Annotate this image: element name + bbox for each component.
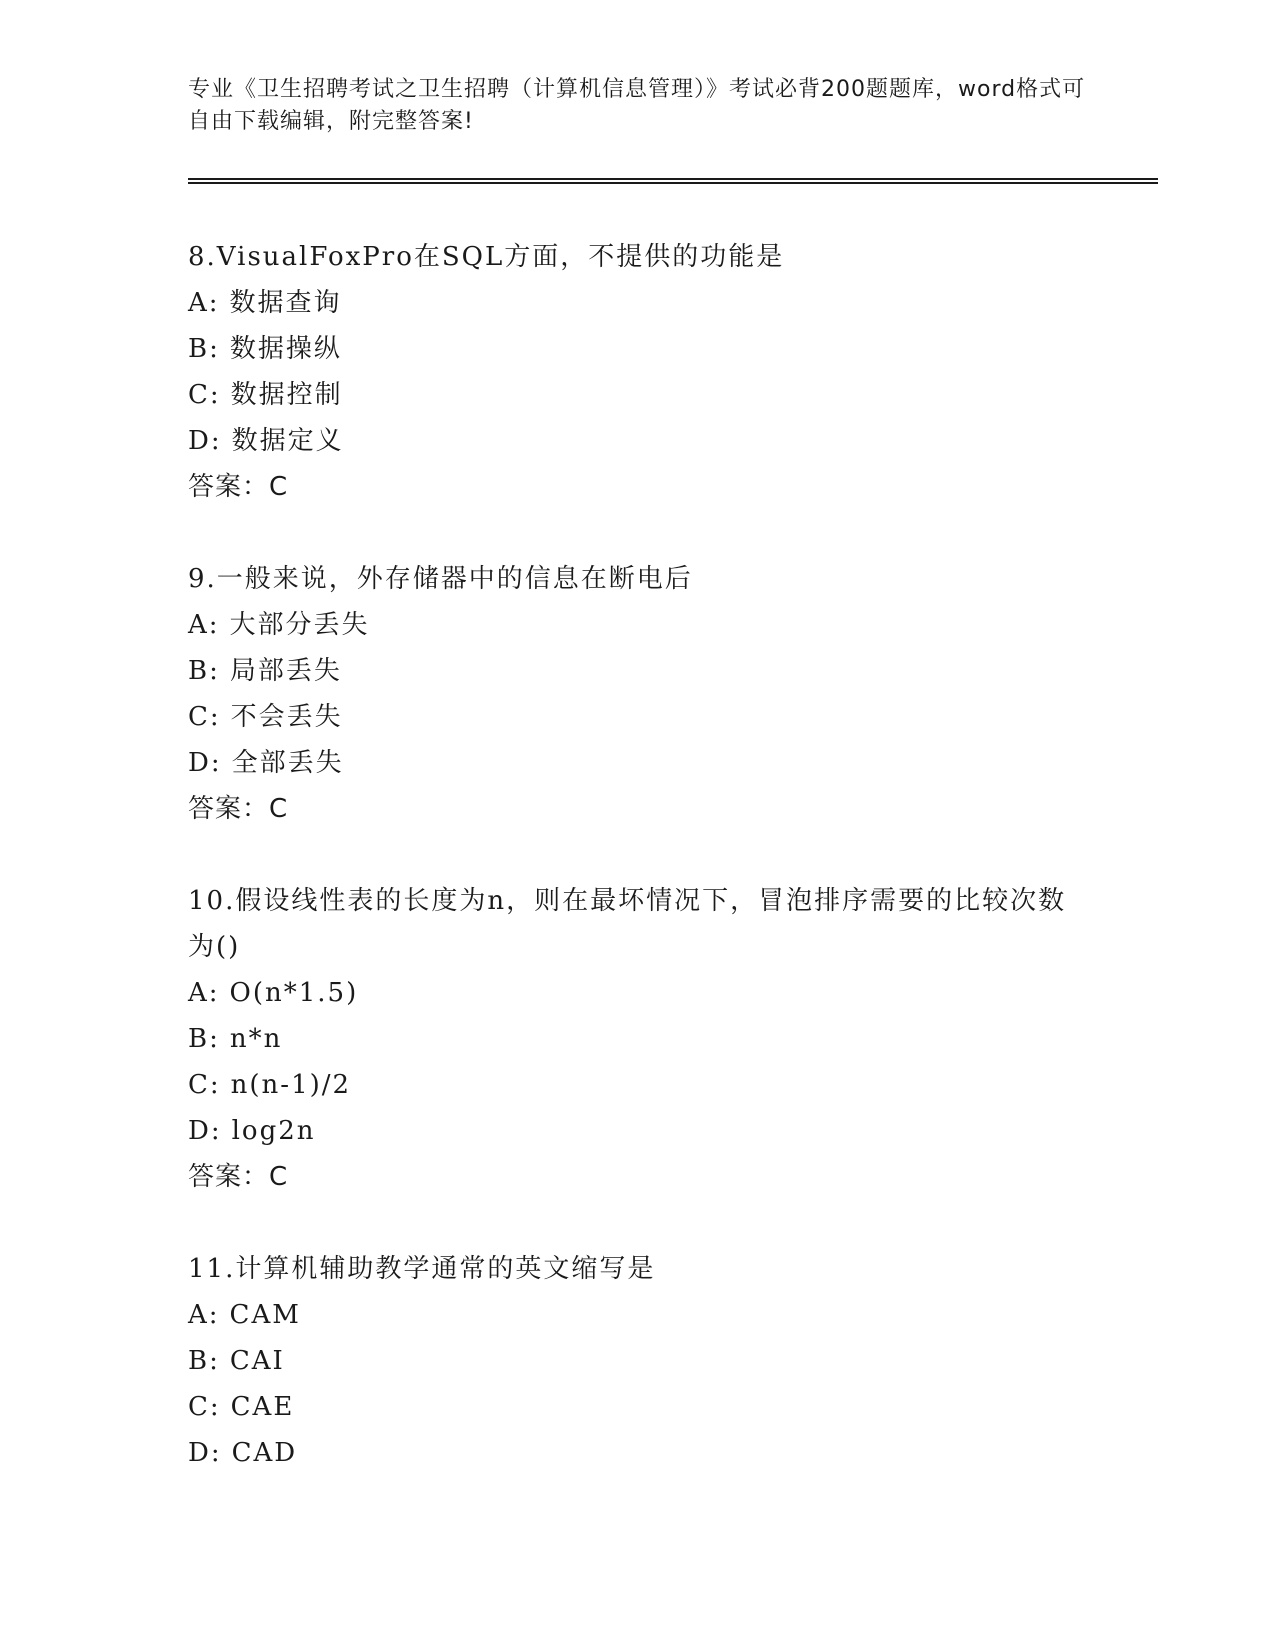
option-text: n*n (229, 1024, 283, 1054)
document-header: 专业《卫生招聘考试之卫生招聘（计算机信息管理）》考试必背200题题库，word格式可自由下载编辑，附完整答案! (188, 77, 1086, 134)
option-d (188, 740, 1158, 786)
option-label: A: (188, 288, 220, 318)
option-text: CAI (229, 1346, 285, 1376)
option-label: C: (188, 380, 221, 410)
option-text: 数据定义 (231, 426, 344, 456)
header-divider (188, 178, 1158, 184)
option-text: 数据操纵 (229, 334, 342, 364)
option-b (188, 326, 1158, 372)
option-a (188, 1292, 1158, 1338)
option-c (188, 1062, 1158, 1108)
question-11 (188, 1246, 1158, 1476)
option-label: B: (188, 1346, 220, 1376)
option-text: 全部丢失 (231, 748, 344, 778)
option-text: 局部丢失 (229, 656, 342, 686)
document-page (188, 0, 1158, 1650)
question-text: 11.计算机辅助教学通常的英文缩写是 (188, 1254, 656, 1284)
question-8 (188, 234, 1158, 510)
option-label: D: (188, 1438, 222, 1468)
question-list (188, 234, 1158, 1522)
option-text: n(n-1)/2 (230, 1070, 352, 1100)
option-label: C: (188, 1070, 221, 1100)
option-a (188, 970, 1158, 1016)
option-c (188, 694, 1158, 740)
option-text: 数据控制 (230, 380, 343, 410)
option-a (188, 602, 1158, 648)
option-label: D: (188, 1116, 222, 1146)
option-text: CAE (230, 1392, 295, 1422)
option-c (188, 1384, 1158, 1430)
option-d (188, 1108, 1158, 1154)
option-text: 大部分丢失 (229, 610, 370, 640)
option-label: A: (188, 1300, 220, 1330)
answer-text: 答案：C (188, 794, 289, 824)
option-label: B: (188, 334, 220, 364)
option-label: C: (188, 1392, 221, 1422)
option-d (188, 1430, 1158, 1476)
option-text: 数据查询 (229, 288, 342, 318)
option-label: A: (188, 610, 220, 640)
answer-text: 答案：C (188, 1162, 289, 1192)
option-label: D: (188, 426, 222, 456)
option-a (188, 280, 1158, 326)
option-text: CAD (231, 1438, 298, 1468)
question-9 (188, 556, 1158, 832)
question-text: 10.假设线性表的长度为n，则在最坏情况下，冒泡排序需要的比较次数为() (188, 886, 1067, 962)
option-b (188, 648, 1158, 694)
option-text: 不会丢失 (230, 702, 343, 732)
option-b (188, 1016, 1158, 1062)
option-d (188, 418, 1158, 464)
option-text: O(n*1.5) (229, 978, 359, 1008)
option-b (188, 1338, 1158, 1384)
option-label: A: (188, 978, 220, 1008)
question-text: 9.一般来说，外存储器中的信息在断电后 (188, 564, 693, 594)
question-text: 8.VisualFoxPro在SQL方面，不提供的功能是 (188, 242, 785, 272)
option-label: D: (188, 748, 222, 778)
question-10 (188, 878, 1158, 1200)
option-text: log2n (231, 1116, 316, 1146)
option-c (188, 372, 1158, 418)
option-text: CAM (229, 1300, 301, 1330)
option-label: C: (188, 702, 221, 732)
option-label: B: (188, 1024, 220, 1054)
option-label: B: (188, 656, 220, 686)
answer-text: 答案：C (188, 472, 289, 502)
